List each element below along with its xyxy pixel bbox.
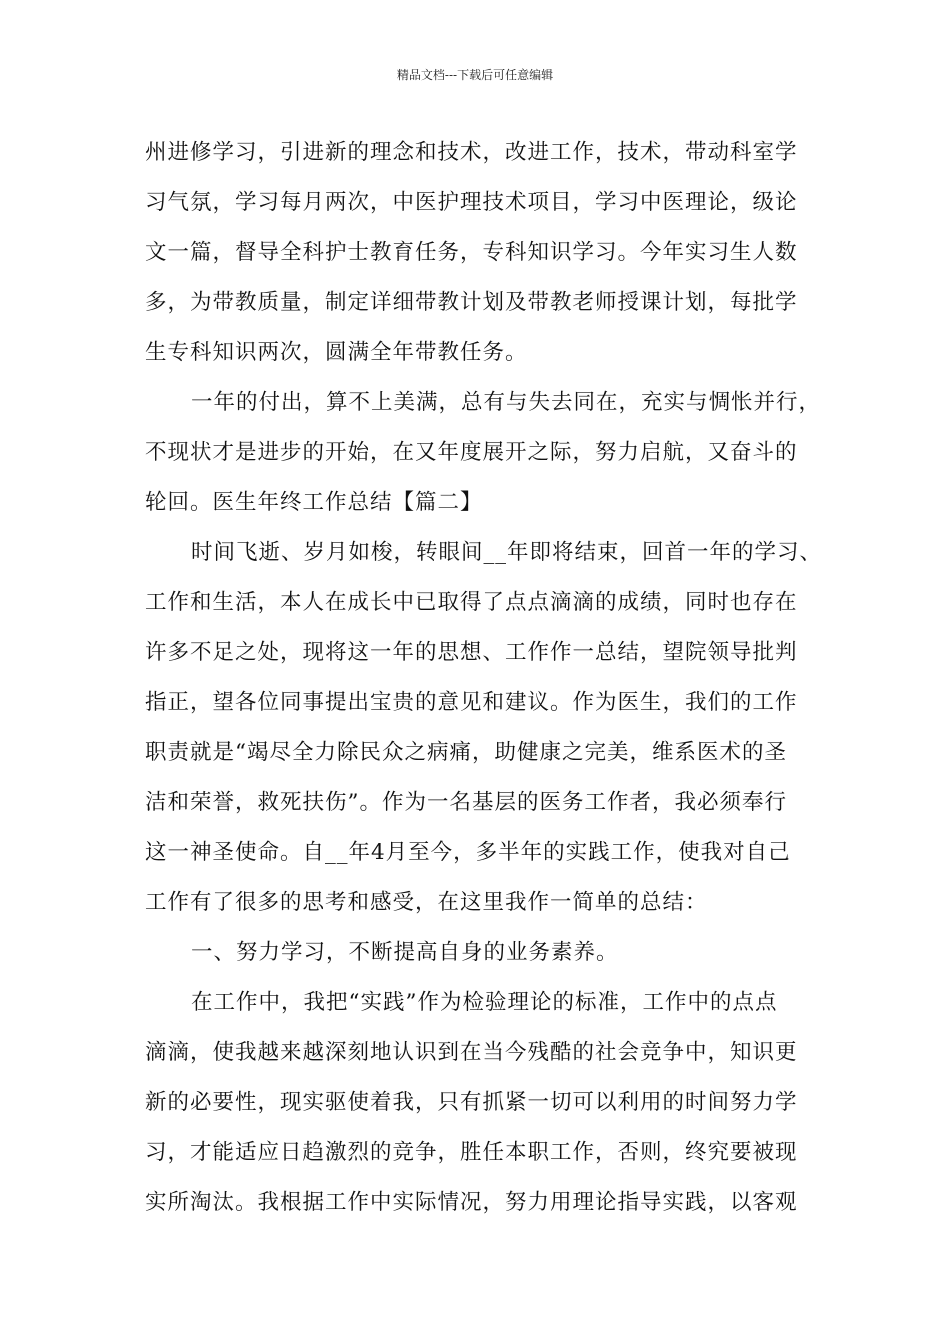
text-line: 工作和生活，本人在成长中已取得了点点滴滴的成绩，同时也存在 <box>145 590 798 615</box>
text-line: 轮回。医生年终工作总结【篇二】 <box>145 490 483 515</box>
text-line: 习气氛，学习每月两次，中医护理技术项目，学习中医理论，级论 <box>145 190 798 215</box>
text-line: 生专科知识两次，圆满全年带教任务。 <box>145 340 528 365</box>
text-line: 许多不足之处，现将这一年的思想、工作作一总结，望院领导批判 <box>145 640 798 665</box>
text-line: 指正，望各位同事提出宝贵的意见和建议。作为医生，我们的工作 <box>145 690 798 715</box>
text-line: 洁和荣誉，救死扶伤”。作为一名基层的医务工作者，我必须奉行 <box>145 790 787 815</box>
page-header: 精品文档---下载后可任意编辑 <box>396 68 554 82</box>
text-line: 工作有了很多的思考和感受，在这里我作一简单的总结： <box>145 890 708 915</box>
text-line: 文一篇，督导全科护士教育任务，专科知识学习。今年实习生人数 <box>145 240 798 265</box>
text-line: 州进修学习，引进新的理念和技术，改进工作，技术，带动科室学 <box>145 140 798 165</box>
paragraph-start-line: 一年的付出，算不上美满，总有与失去同在，充实与惆怅并行， <box>191 390 822 415</box>
text-line: 职责就是“竭尽全力除民众之病痛，助健康之完美，维系医术的圣 <box>145 740 787 765</box>
section-heading-line: 一、努力学习，不断提高自身的业务素养。 <box>191 940 619 965</box>
body-text <box>145 128 823 1228</box>
text-line: 多，为带教质量，制定详细带教计划及带教老师授课计划，每批学 <box>145 290 798 315</box>
text-line: 不现状才是进步的开始，在又年度展开之际，努力启航，又奋斗的 <box>145 440 798 465</box>
paragraph-start-line: 时间飞逝、岁月如梭，转眼间__年即将结束，回首一年的学习、 <box>191 540 823 565</box>
text-line: 习，才能适应日趋激烈的竞争，胜任本职工作，否则，终究要被现 <box>145 1140 798 1165</box>
text-line: 新的必要性，现实驱使着我，只有抓紧一切可以利用的时间努力学 <box>145 1090 798 1115</box>
text-line: 滴滴，使我越来越深刻地认识到在当今残酷的社会竞争中，知识更 <box>145 1040 798 1065</box>
paragraph-start-line: 在工作中，我把“实践”作为检验理论的标准，工作中的点点 <box>191 990 778 1015</box>
text-line: 实所淘汰。我根据工作中实际情况，努力用理论指导实践，以客观 <box>145 1190 798 1215</box>
text-line: 这一神圣使命。自__年4月至今，多半年的实践工作，使我对自己 <box>145 840 791 865</box>
